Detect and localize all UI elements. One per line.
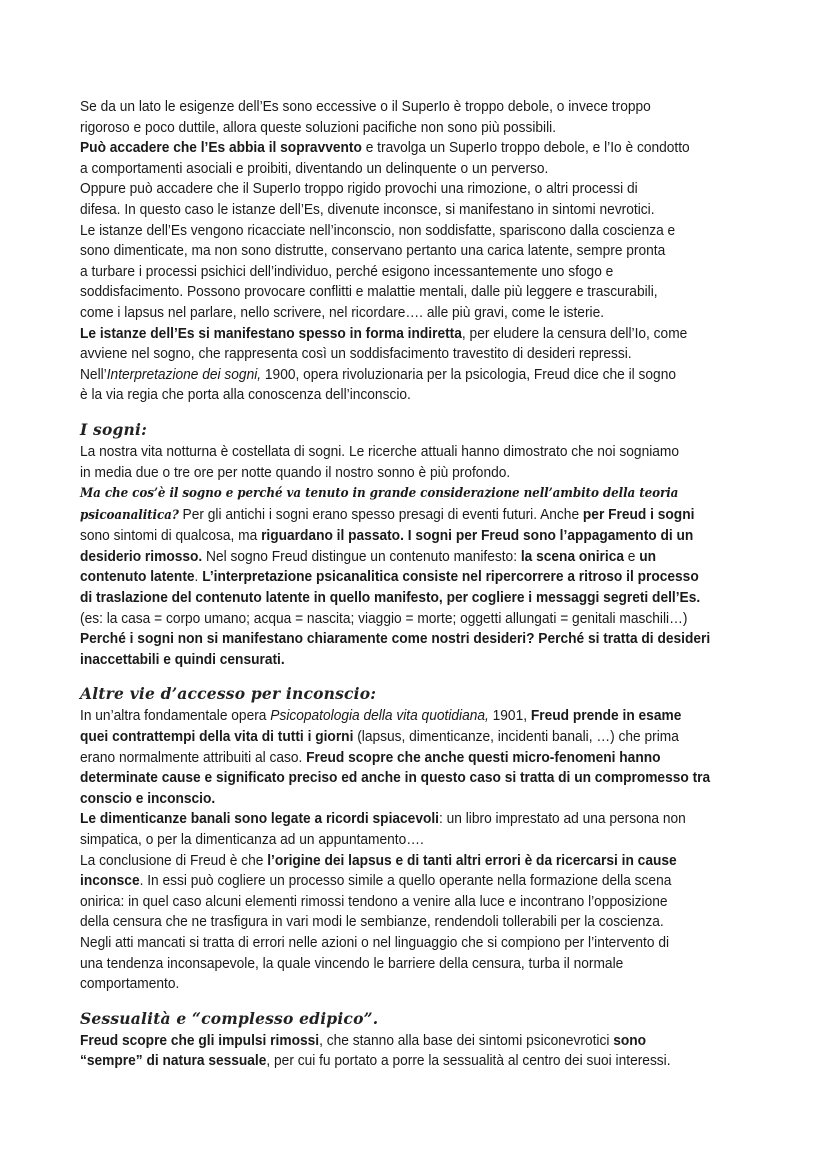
text-line bbox=[80, 892, 732, 913]
spacer bbox=[80, 406, 800, 418]
intro-paragraphs bbox=[80, 97, 800, 406]
bold-text: Freud scopre che anche questi micro-fenomeni hanno bbox=[306, 748, 661, 766]
text-run: sono dimenticate, ma non sono distrutte, conservano pertanto una carica latente, sempre pronta bbox=[80, 242, 666, 260]
bold-text: un bbox=[639, 547, 657, 565]
text-line bbox=[80, 609, 732, 630]
section-sessualita bbox=[80, 1007, 800, 1072]
bold-text: Le dimenticanze banali sono legate a ricordi spiacevoli bbox=[80, 810, 440, 828]
text-line bbox=[80, 118, 732, 139]
text-run: rigoroso e poco duttile, allora queste soluzioni pacifiche non sono più possibili. bbox=[80, 118, 557, 136]
text-run: è la via regia che porta alla conoscenza dell’inconscio. bbox=[80, 386, 411, 404]
text-line bbox=[80, 1031, 732, 1052]
text-line bbox=[80, 159, 732, 180]
text-run: : un libro imprestato ad una persona non bbox=[439, 810, 686, 828]
text-line bbox=[80, 385, 732, 406]
text-run: Se da un lato le esigenze dell’Es sono eccessive o il SuperIo è troppo debole, o invece troppo bbox=[80, 98, 651, 115]
text-run: onirica: in quel caso alcuni elementi rimossi tendono a venire alla luce e incontrano l’opposizione bbox=[80, 892, 668, 910]
bold-text: Perché i sogni non si manifestano chiaramente come nostri desideri? Perché si tratta di desideri bbox=[80, 630, 711, 648]
text-line bbox=[80, 650, 732, 671]
section-heading: Altre vie d’accesso per inconscio: bbox=[80, 684, 377, 704]
text-run: La nostra vita notturna è costellata di sogni. Le ricerche attuali hanno dimostrato che noi sogniamo bbox=[80, 442, 680, 460]
text-line bbox=[80, 483, 732, 505]
text-line bbox=[80, 221, 732, 242]
text-run: una tendenza inconsapevole, la quale vincendo le barriere della censura, turba il normale bbox=[80, 954, 624, 972]
bold-text: desiderio rimosso. bbox=[80, 547, 203, 565]
text-line bbox=[80, 954, 732, 975]
text-line bbox=[80, 200, 732, 221]
bold-text: inconsce bbox=[80, 872, 140, 890]
section-body bbox=[80, 1031, 800, 1072]
text-run: difesa. In questo caso le istanze dell’Es, divenute inconsce, si manifestano in sintomi nevrotici. bbox=[80, 200, 655, 218]
text-line bbox=[80, 526, 732, 547]
text-run: , per eludere la censura dell’Io, come bbox=[461, 324, 688, 342]
text-run: (es: la casa = corpo umano; acqua = nascita; viaggio = morte; oggetti allungati = genitali maschili…) bbox=[80, 609, 688, 627]
bold-text: Le istanze dell’Es si manifestano spesso in forma indiretta bbox=[80, 324, 462, 342]
text-run: . bbox=[194, 568, 203, 586]
text-line bbox=[80, 241, 732, 262]
text-run: Per gli antichi i sogni erano spesso presagi di eventi futuri. Anche bbox=[178, 505, 583, 523]
text-line bbox=[80, 567, 732, 588]
bold-text: l’origine dei lapsus e di tanti altri errori è da ricercarsi in cause bbox=[267, 851, 677, 869]
text-line bbox=[80, 324, 732, 345]
bold-text: sono bbox=[613, 1031, 647, 1049]
bold-text: la scena onirica bbox=[520, 547, 624, 565]
text-line bbox=[80, 830, 732, 851]
bold-text: riguardano il passato. I sogni per Freud sono l’appagamento di un bbox=[261, 527, 694, 545]
text-run: La conclusione di Freud è che bbox=[80, 851, 268, 869]
text-run: Le istanze dell’Es vengono ricacciate nell’inconscio, non soddisfatte, spariscono dalla coscienza e bbox=[80, 221, 676, 239]
text-line bbox=[80, 463, 732, 484]
document-page bbox=[80, 97, 800, 1072]
text-line bbox=[80, 547, 732, 568]
text-line bbox=[80, 1051, 732, 1072]
section-body bbox=[80, 442, 800, 671]
text-run: a turbare i processi psichici dell’individuo, perché esigono incessantemente uno sfogo e bbox=[80, 262, 614, 280]
text-run: in media due o tre ore per notte quando il nostro sonno è più profondo. bbox=[80, 463, 511, 481]
bold-text: Può accadere che l’Es abbia il sopravvento bbox=[80, 139, 362, 157]
text-line bbox=[80, 912, 732, 933]
text-run: . In essi può cogliere un processo simile a quello operante nella formazione della scena bbox=[139, 872, 672, 890]
text-line bbox=[80, 97, 732, 118]
bold-text: determinate cause e significato preciso ed anche in questo caso si tratta di un compromesso tra bbox=[80, 769, 711, 787]
text-line bbox=[80, 365, 732, 386]
text-run: Oppure può accadere che il SuperIo troppo rigido provochi una rimozione, o altri processi di bbox=[80, 180, 638, 198]
bold-text: contenuto latente bbox=[80, 568, 195, 586]
text-line bbox=[80, 303, 732, 324]
bold-text: L’interpretazione psicanalitica consiste nel ripercorrere a ritroso il processo bbox=[202, 568, 699, 586]
text-run: come i lapsus nel parlare, nello scrivere, nel ricordare…. alle più gravi, come le isterie. bbox=[80, 303, 605, 321]
text-line bbox=[80, 262, 732, 283]
text-run: avviene nel sogno, che rappresenta così un soddisfacimento travestito di desideri repressi. bbox=[80, 345, 632, 363]
bold-text: quei contrattempi della vita di tutti i giorni bbox=[80, 728, 354, 746]
text-run: simpatica, o per la dimenticanza ad un appuntamento…. bbox=[80, 831, 424, 848]
text-line bbox=[80, 588, 732, 609]
text-run: e travolga un SuperIo troppo debole, e l’Io è condotto bbox=[361, 139, 690, 157]
text-line bbox=[80, 871, 732, 892]
bold-text: di traslazione del contenuto latente in quello manifesto, per cogliere i messaggi segreti dell’Es. bbox=[80, 589, 701, 607]
text-run: 1901, bbox=[488, 707, 531, 725]
text-run: , che stanno alla base dei sintomi psiconevrotici bbox=[319, 1031, 614, 1049]
text-line bbox=[80, 442, 732, 463]
section-sogni bbox=[80, 418, 800, 671]
text-line bbox=[80, 974, 732, 995]
section-heading: Sessualità e “complesso edipico”. bbox=[80, 1008, 379, 1028]
section-body bbox=[80, 706, 800, 994]
text-line bbox=[80, 282, 732, 303]
bold-text: inaccettabili e quindi censurati. bbox=[80, 650, 285, 668]
italic-text: Interpretazione dei sogni, bbox=[106, 365, 262, 383]
text-run: 1900, opera rivoluzionaria per la psicologia, Freud dice che il sogno bbox=[261, 365, 676, 383]
text-line bbox=[80, 344, 732, 365]
text-run: Negli atti mancati si tratta di errori nelle azioni o nel linguaggio che si compiono per l’intervento di bbox=[80, 933, 670, 951]
text-line bbox=[80, 629, 732, 650]
emphasis-question: psicoanalitica? bbox=[80, 507, 179, 523]
bold-text: “sempre” di natura sessuale bbox=[80, 1052, 267, 1070]
text-run: della censura che ne trasfigura in vari modi le sembianze, rendendoli tollerabili per la coscienza. bbox=[80, 913, 664, 931]
bold-text: per Freud i sogni bbox=[582, 505, 695, 523]
text-line bbox=[80, 851, 732, 872]
text-line bbox=[80, 706, 732, 727]
text-run: sono sintomi di qualcosa, ma bbox=[80, 527, 262, 545]
text-run: (lapsus, dimenticanze, incidenti banali, …) che prima bbox=[353, 728, 679, 746]
text-line bbox=[80, 768, 732, 789]
text-run: erano normalmente attribuiti al caso. bbox=[80, 748, 307, 766]
spacer bbox=[80, 670, 800, 682]
section-altre-vie bbox=[80, 682, 800, 994]
text-run: a comportamenti asociali e proibiti, diventando un delinquente o un perverso. bbox=[80, 159, 549, 177]
text-run: Nel sogno Freud distingue un contenuto manifesto: bbox=[202, 547, 521, 565]
text-run: comportamento. bbox=[80, 975, 180, 993]
text-run: e bbox=[623, 547, 640, 565]
spacer bbox=[80, 995, 800, 1007]
bold-text: Freud scopre che gli impulsi rimossi bbox=[80, 1031, 320, 1049]
text-run: In un’altra fondamentale opera bbox=[80, 707, 271, 725]
emphasis-question: Ma che cos’è il sogno e perché va tenuto in grande considerazione nell’ambito della teoria bbox=[80, 486, 679, 502]
text-line bbox=[80, 809, 732, 830]
text-line bbox=[80, 748, 732, 769]
italic-text: Psicopatologia della vita quotidiana, bbox=[270, 707, 489, 725]
text-line bbox=[80, 933, 732, 954]
text-run: , per cui fu portato a porre la sessualità al centro dei suoi interessi. bbox=[266, 1052, 671, 1070]
text-run: Nell’ bbox=[80, 365, 107, 383]
text-run: soddisfacimento. Possono provocare conflitti e malattie mentali, dalle più leggere e trascurabili, bbox=[80, 283, 658, 301]
text-line bbox=[80, 138, 732, 159]
text-line bbox=[80, 505, 732, 527]
text-line bbox=[80, 727, 732, 748]
bold-text: Freud prende in esame bbox=[530, 707, 682, 725]
section-heading: I sogni: bbox=[80, 419, 148, 439]
text-line bbox=[80, 789, 732, 810]
text-line bbox=[80, 179, 732, 200]
bold-text: conscio e inconscio. bbox=[80, 789, 216, 807]
